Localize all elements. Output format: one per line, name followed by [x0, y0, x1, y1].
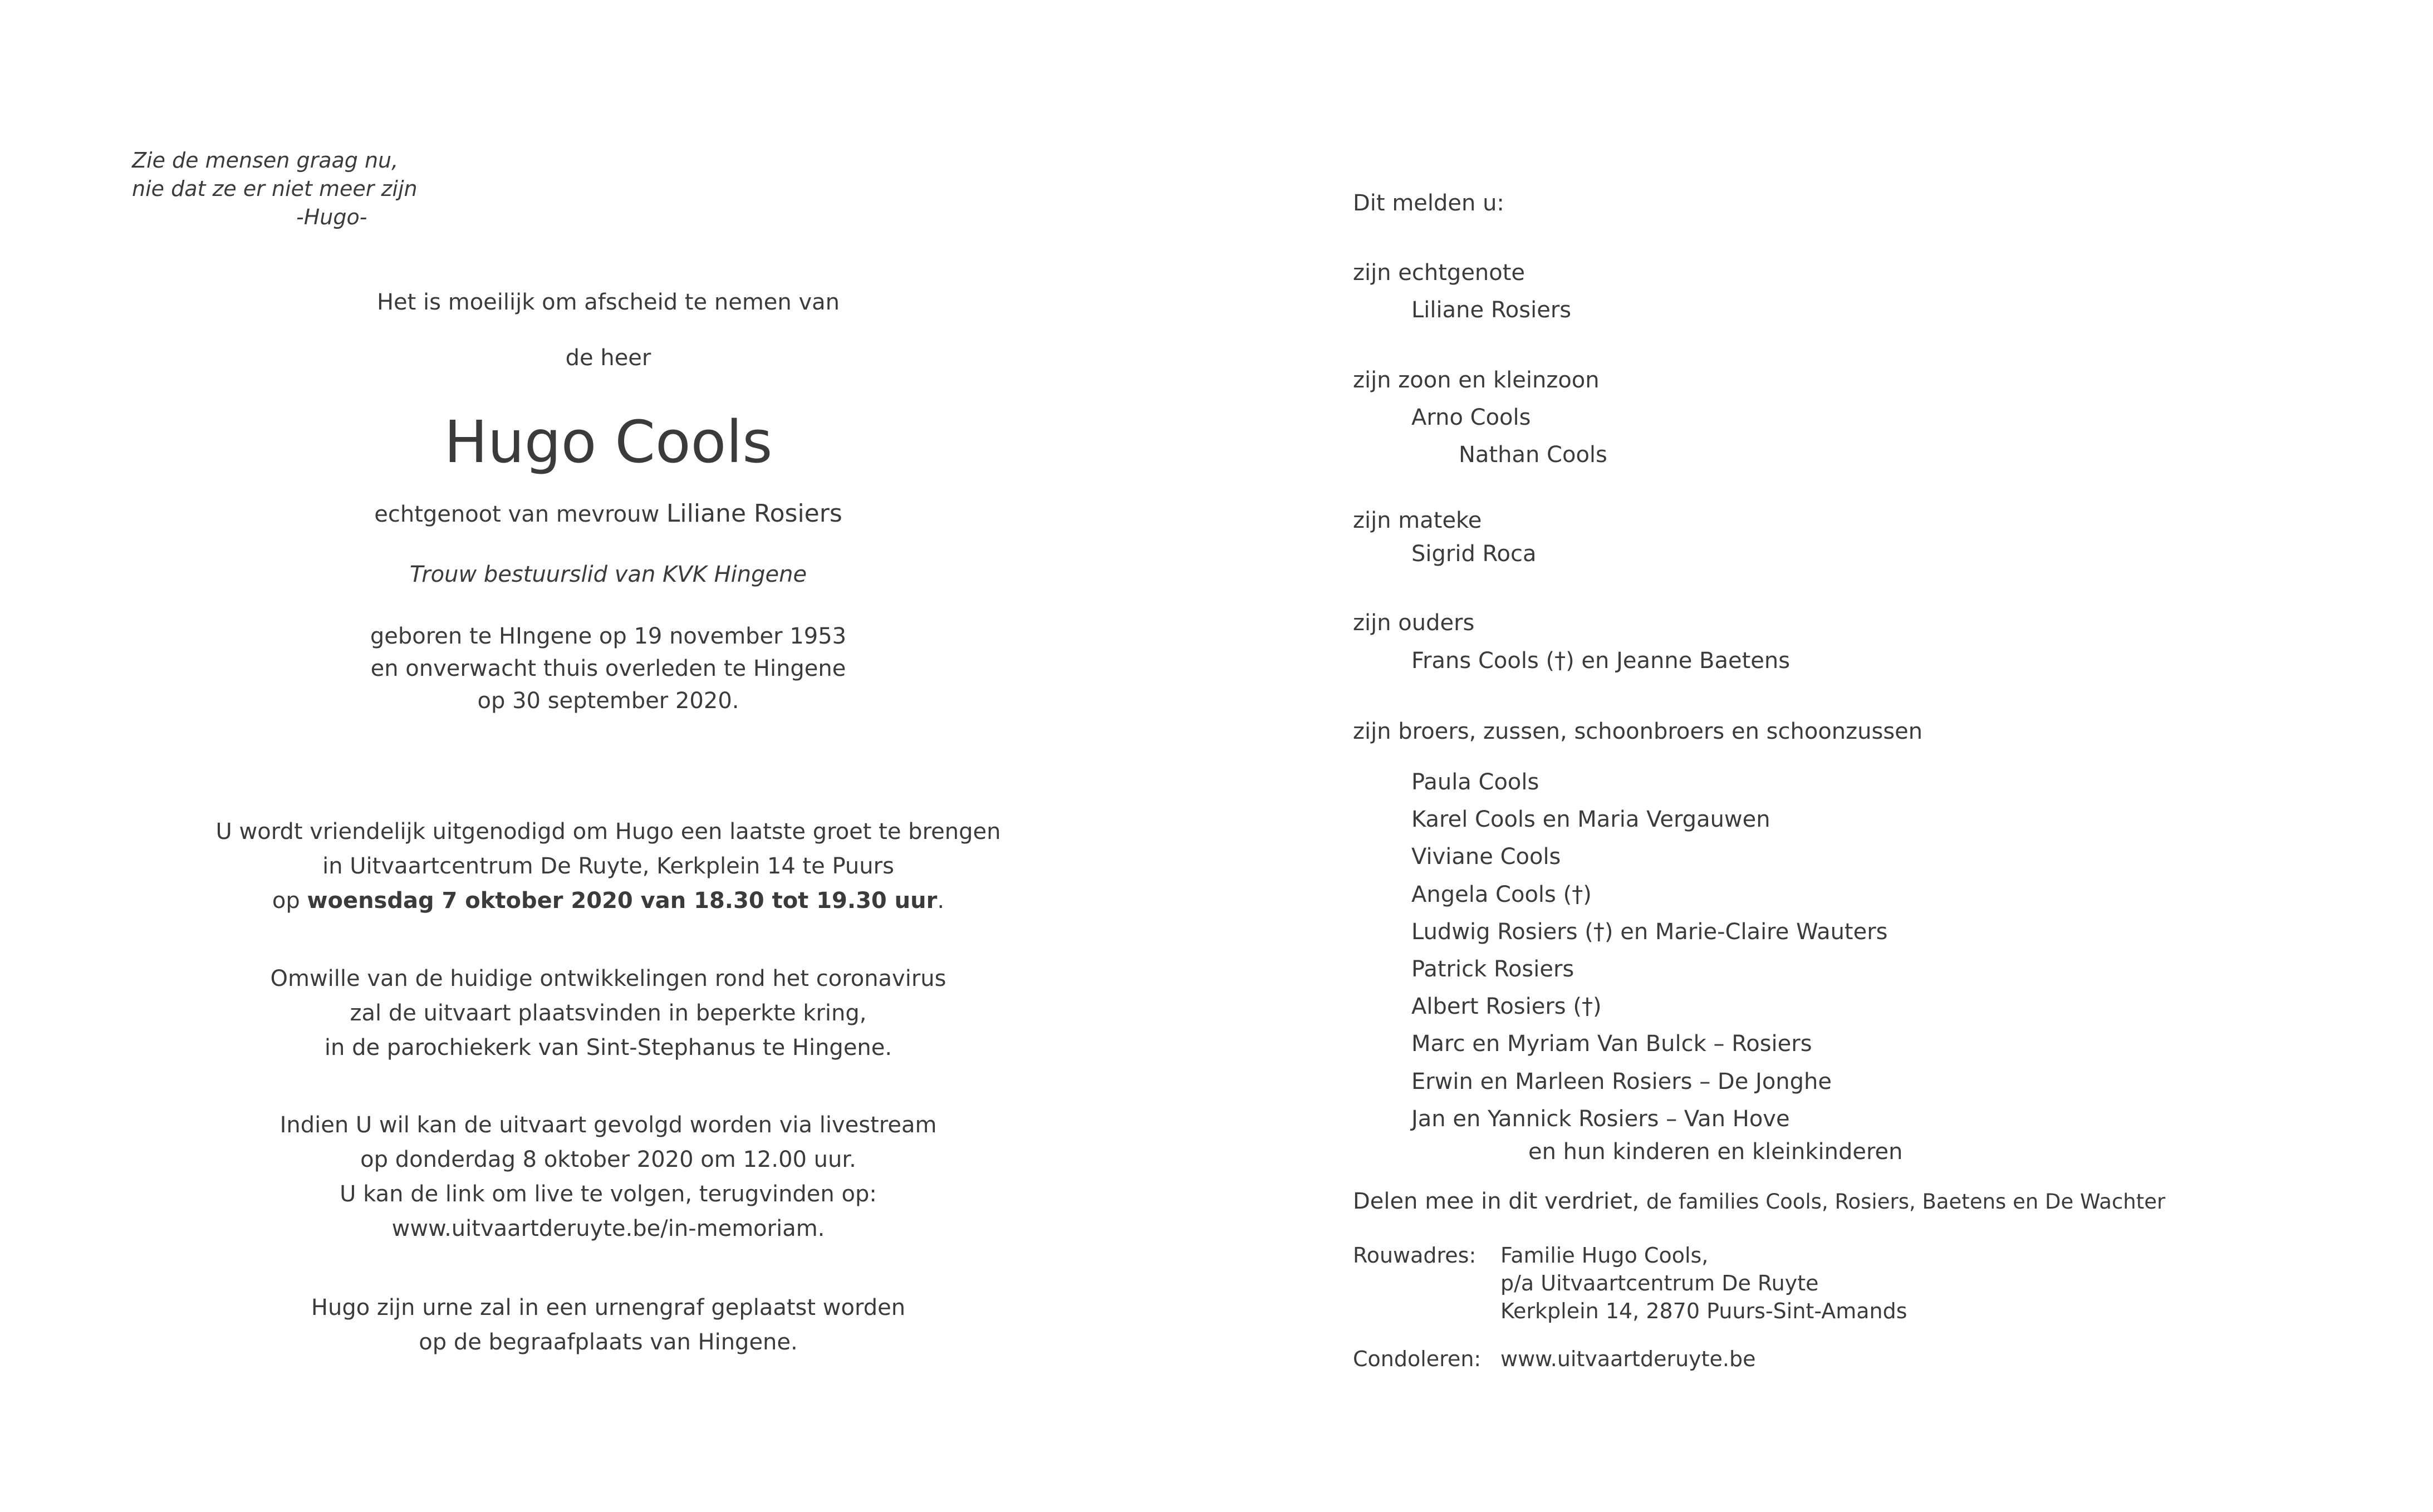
role-line: Trouw bestuurslid van KVK Hingene [409, 562, 807, 587]
announce-heading: Dit melden u: [1353, 190, 1504, 216]
urn-line-1: Hugo zijn urne zal in een urnengraf geplaatst worden [311, 1295, 906, 1320]
deceased-name: Hugo Cools [444, 408, 773, 476]
intro-text: Het is moeilijk om afscheid te nemen van [376, 289, 840, 315]
list-item: Patrick Rosiers [1411, 956, 1574, 983]
condolence-label: Condoleren: [1353, 1347, 1482, 1371]
address-label: Rouwadres: [1353, 1243, 1477, 1268]
share-prefix: Delen mee in dit verdriet, [1353, 1189, 1640, 1214]
right-page [1216, 0, 2433, 1512]
son-heading: zijn zoon en kleinzoon [1353, 367, 1600, 393]
address-block [1500, 1241, 1907, 1325]
siblings-list [1411, 764, 1888, 1138]
urn-line-2: op de begraafplaats van Hingene. [419, 1329, 798, 1355]
birth-death-block [0, 620, 1216, 717]
list-item: Albert Rosiers (†) [1411, 994, 1602, 1020]
birth-line: geboren te HIngene op 19 november 1953 [370, 624, 847, 649]
left-page [0, 0, 1216, 1512]
condolence-url: www.uitvaartderuyte.be [1500, 1347, 1756, 1371]
son-entry: Arno Cools [1411, 405, 1531, 430]
list-item: Viviane Cools [1411, 844, 1561, 870]
children-note: en hun kinderen en kleinkinderen [1528, 1139, 1903, 1165]
invitation-prefix: op [272, 888, 300, 914]
corona-line-1: Omwille van de huidige ontwikkelingen rond het coronavirus [270, 966, 946, 991]
quote-signature: -Hugo- [296, 205, 367, 229]
parents-entry: Frans Cools (†) en Jeanne Baetens [1411, 648, 1791, 674]
siblings-heading: zijn broers, zussen, schoonbroers en schoonzussen [1353, 719, 1923, 744]
corona-line-3: in de parochiekerk van Sint-Stephanus te Hingene. [324, 1035, 892, 1061]
invitation-block [0, 814, 1216, 918]
spouse-heading: zijn echtgenote [1353, 260, 1525, 286]
list-item: Paula Cools [1411, 769, 1539, 795]
list-item: Karel Cools en Maria Vergauwen [1411, 807, 1770, 833]
death-line: en onverwacht thuis overleden te Hingene [370, 656, 846, 681]
address-line-3: Kerkplein 14, 2870 Puurs-Sint-Amands [1500, 1299, 1907, 1323]
spouse-entry: Liliane Rosiers [1411, 297, 1572, 323]
grandson-entry: Nathan Cools [1459, 442, 1607, 468]
spouse-name: Liliane Rosiers [666, 499, 842, 528]
livestream-line-2: op donderdag 8 oktober 2020 om 12.00 uur. [360, 1147, 856, 1172]
address-line-2: p/a Uitvaartcentrum De Ruyte [1500, 1271, 1819, 1295]
list-item: Erwin en Marleen Rosiers – De Jonghe [1411, 1068, 1832, 1094]
visitation-time: woensdag 7 oktober 2020 van 18.30 tot 19.30 uur [307, 888, 938, 914]
quote-line-2: nie dat ze er niet meer zijn [132, 176, 418, 201]
share-families: de families Cools, Rosiers, Baetens en De Wachter [1646, 1190, 2166, 1214]
address-line-1: Familie Hugo Cools, [1500, 1243, 1709, 1268]
parents-heading: zijn ouders [1353, 610, 1475, 636]
list-item: Angela Cools (†) [1411, 881, 1592, 907]
livestream-block [0, 1108, 1216, 1246]
corona-block [0, 961, 1216, 1065]
opening-quote [132, 146, 418, 232]
death-date-line: op 30 september 2020. [477, 688, 739, 714]
quote-line-1: Zie de mensen graag nu, [132, 148, 399, 173]
share-line [1353, 1187, 2165, 1216]
invitation-line-2: in Uitvaartcentrum De Ruyte, Kerkplein 14 te Puurs [322, 853, 894, 879]
livestream-line-1: Indien U wil kan de uitvaart gevolgd worden via livestream [279, 1112, 937, 1138]
invitation-line-3 [0, 883, 1216, 918]
list-item: Marc en Myriam Van Bulck – Rosiers [1411, 1031, 1812, 1057]
corona-line-2: zal de uitvaart plaatsvinden in beperkte kring, [350, 1000, 867, 1026]
spouse-line [0, 497, 1216, 532]
livestream-url: www.uitvaartderuyte.be/in-memoriam. [391, 1216, 825, 1241]
list-item: Ludwig Rosiers (†) en Marie-Claire Wauters [1411, 919, 1888, 945]
friend-heading: zijn mateke [1353, 508, 1482, 533]
livestream-line-3: U kan de link om live te volgen, terugvinden op: [340, 1181, 877, 1207]
urn-block [0, 1290, 1216, 1359]
invitation-suffix: . [937, 888, 945, 914]
invitation-line-1: U wordt vriendelijk uitgenodigd om Hugo een laatste groet te brengen [215, 819, 1001, 845]
honorific: de heer [565, 345, 651, 371]
friend-entry: Sigrid Roca [1411, 541, 1537, 567]
list-item: Jan en Yannick Rosiers – Van Hove [1411, 1106, 1790, 1132]
spouse-prefix: echtgenoot van mevrouw [374, 502, 660, 527]
